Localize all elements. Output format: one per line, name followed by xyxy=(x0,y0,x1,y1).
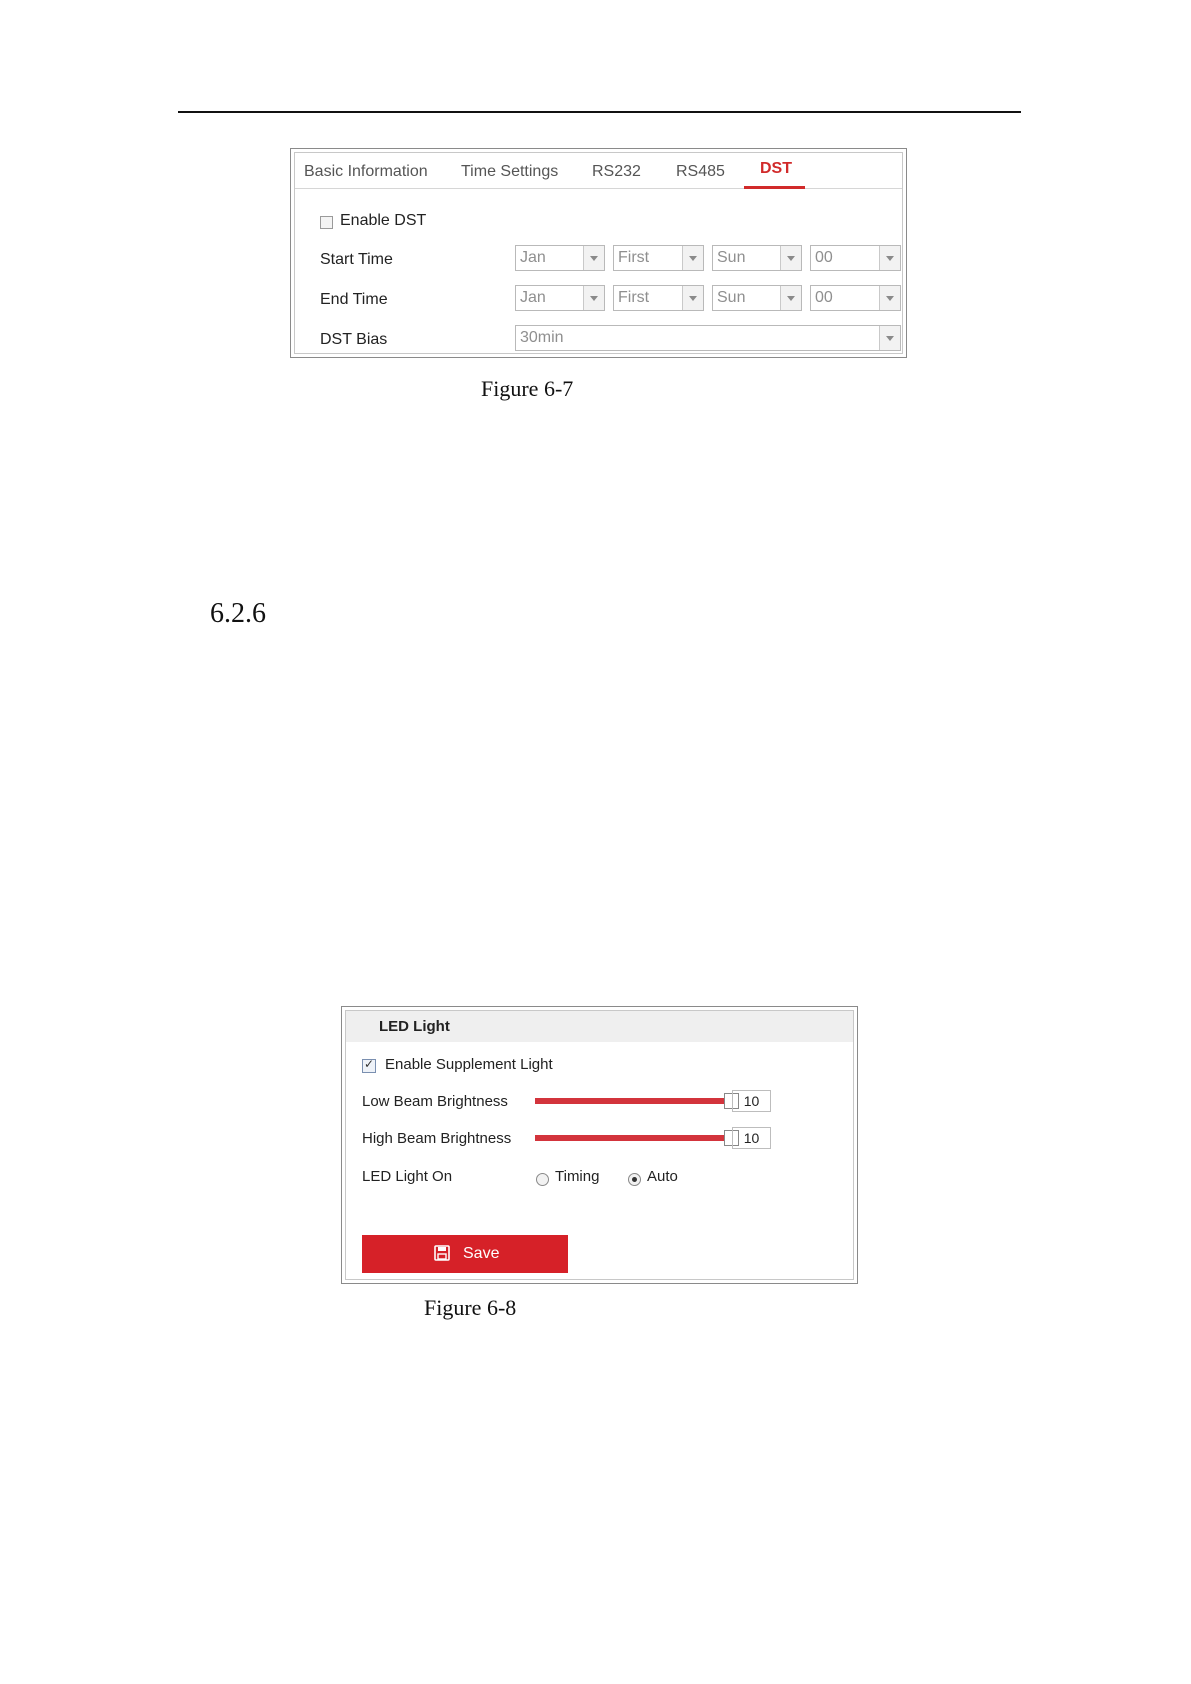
enable-dst-label: Enable DST xyxy=(340,212,427,229)
auto-radio[interactable] xyxy=(628,1173,641,1186)
dst-bias-label: DST Bias xyxy=(320,331,388,348)
tab-basic-information[interactable]: Basic Information xyxy=(304,163,428,180)
low-beam-label: Low Beam Brightness xyxy=(362,1093,508,1110)
start-hour-select[interactable]: 00 xyxy=(810,245,901,271)
chevron-down-icon xyxy=(583,246,604,270)
active-tab-indicator xyxy=(744,186,805,189)
end-day-select[interactable]: Sun xyxy=(712,285,802,311)
timing-radio[interactable] xyxy=(536,1173,549,1186)
tab-rs232[interactable]: RS232 xyxy=(592,163,641,180)
dst-bias-select[interactable]: 30min xyxy=(515,325,901,351)
header-rule xyxy=(178,111,1021,113)
figure-caption: Figure 6-8 xyxy=(424,1295,517,1320)
end-month-select[interactable]: Jan xyxy=(515,285,605,311)
tab-rs485[interactable]: RS485 xyxy=(676,163,725,180)
save-button[interactable] xyxy=(362,1235,568,1273)
high-beam-label: High Beam Brightness xyxy=(362,1130,512,1147)
start-week-select[interactable]: First xyxy=(613,245,704,271)
chevron-down-icon xyxy=(682,286,703,310)
low-beam-slider[interactable] xyxy=(535,1098,727,1104)
end-week-select[interactable]: First xyxy=(613,285,704,311)
chevron-down-icon xyxy=(879,246,900,270)
chevron-down-icon xyxy=(780,246,801,270)
enable-dst-checkbox[interactable] xyxy=(320,216,333,229)
section-number: 6.2.6 xyxy=(210,598,266,629)
auto-label: Auto xyxy=(647,1168,678,1185)
start-time-label: Start Time xyxy=(320,251,393,268)
chevron-down-icon xyxy=(682,246,703,270)
start-day-select[interactable]: Sun xyxy=(712,245,802,271)
start-month-select[interactable]: Jan xyxy=(515,245,605,271)
led-light-panel xyxy=(341,1006,858,1284)
panel-header xyxy=(346,1011,853,1042)
tab-bar xyxy=(295,153,902,189)
high-beam-value-input[interactable]: 10 xyxy=(732,1127,771,1149)
tab-dst[interactable]: DST xyxy=(760,160,792,177)
end-hour-select[interactable]: 00 xyxy=(810,285,901,311)
chevron-down-icon xyxy=(583,286,604,310)
figure-caption: Figure 6-7 xyxy=(481,376,574,401)
timing-label: Timing xyxy=(555,1168,600,1185)
save-icon xyxy=(434,1245,450,1261)
enable-supplement-label: Enable Supplement Light xyxy=(385,1056,553,1073)
low-beam-value-input[interactable]: 10 xyxy=(732,1090,771,1112)
led-light-on-label: LED Light On xyxy=(362,1168,453,1185)
end-time-label: End Time xyxy=(320,291,388,308)
chevron-down-icon xyxy=(780,286,801,310)
tab-time-settings[interactable]: Time Settings xyxy=(461,163,559,180)
panel-title: LED Light xyxy=(379,1018,450,1035)
chevron-down-icon xyxy=(879,326,900,350)
save-button-label: Save xyxy=(463,1245,500,1262)
dst-settings-panel xyxy=(290,148,907,358)
enable-supplement-checkbox[interactable] xyxy=(362,1059,376,1073)
high-beam-slider[interactable] xyxy=(535,1135,727,1141)
chevron-down-icon xyxy=(879,286,900,310)
